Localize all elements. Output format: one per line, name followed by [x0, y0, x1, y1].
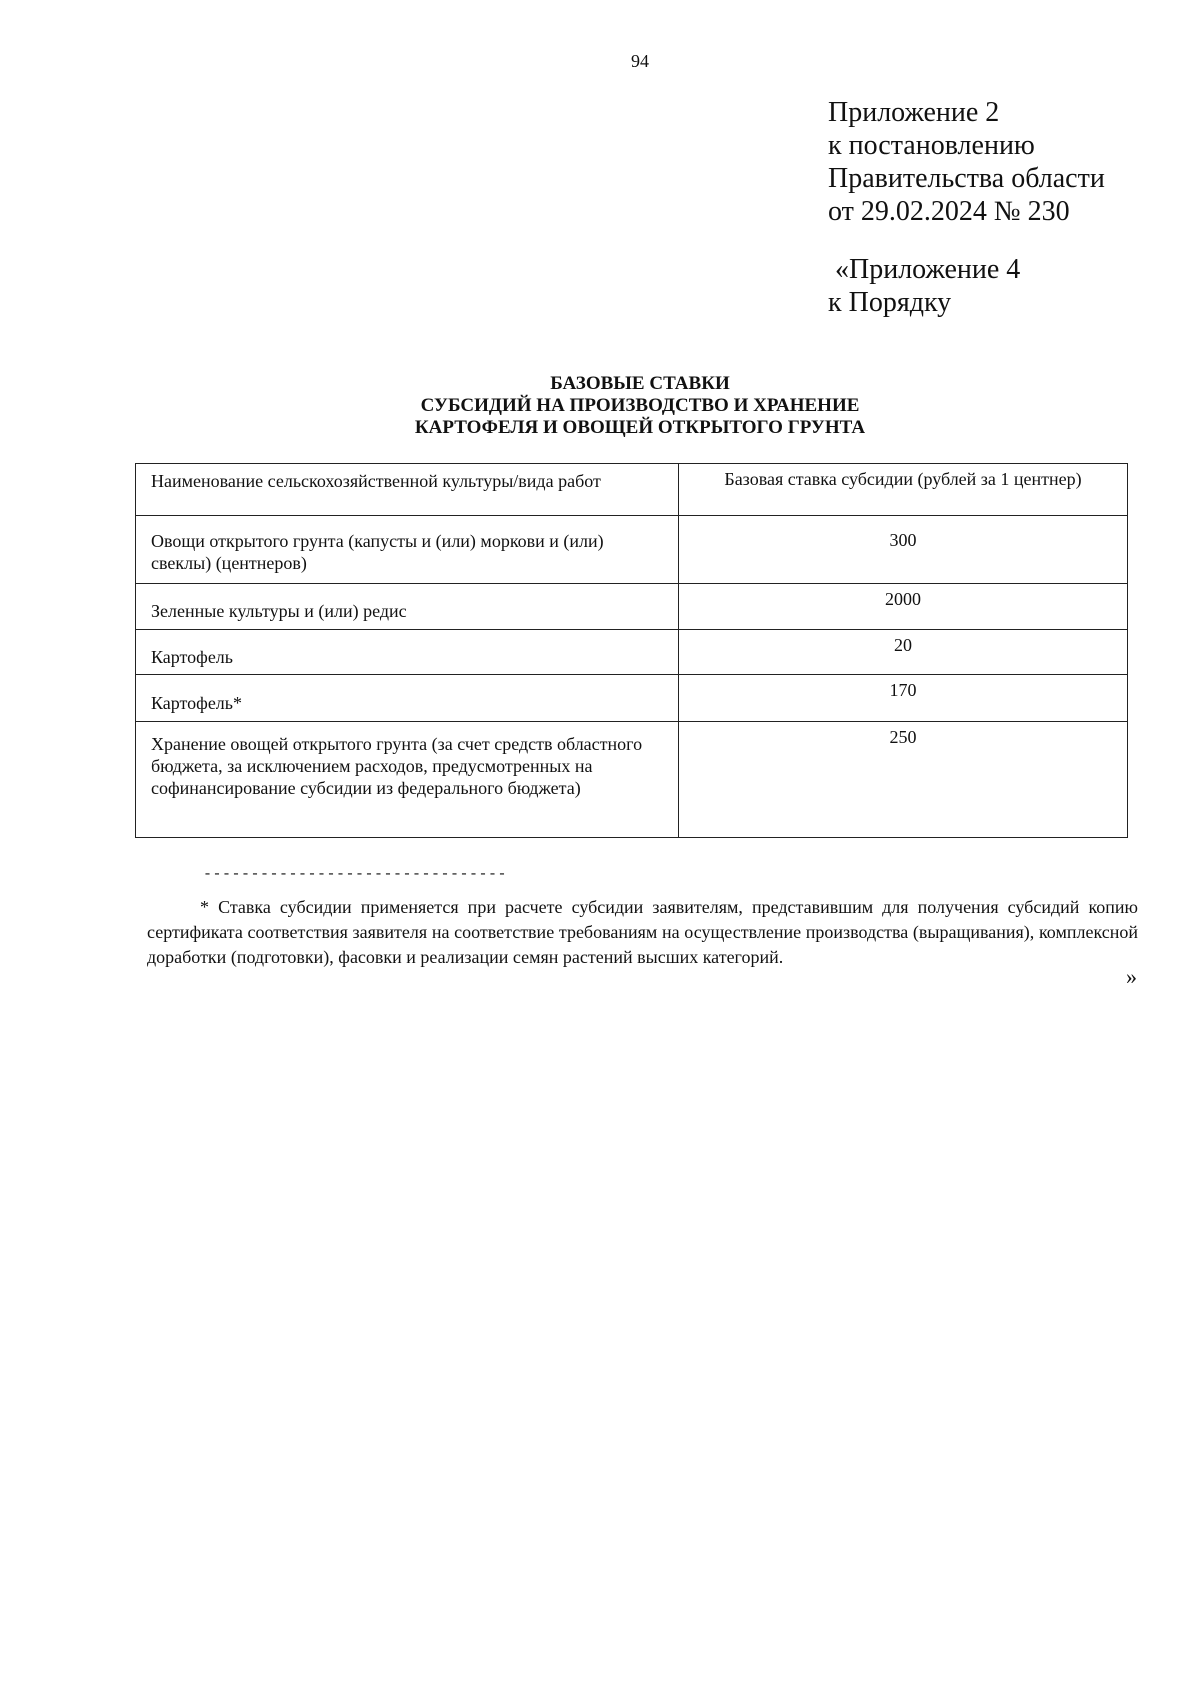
table-row	[136, 675, 1128, 722]
page-number: 94	[631, 51, 649, 71]
row-rate: 2000	[679, 584, 1128, 630]
row-name: Овощи открытого грунта (капусты и (или) моркови и (или) свеклы) (центнеров)	[136, 516, 679, 584]
sub-appendix-line: к Порядку	[828, 287, 952, 318]
appendix-reference	[828, 96, 1105, 228]
footnote-divider: --------------------------------	[203, 866, 508, 883]
table-row	[136, 722, 1128, 838]
sub-appendix-reference	[828, 253, 1020, 319]
row-rate: 20	[679, 630, 1128, 675]
row-name: Картофель	[136, 630, 679, 675]
title-line: БАЗОВЫЕ СТАВКИ	[550, 373, 730, 394]
row-name: Картофель*	[136, 675, 679, 722]
title-line: КАРТОФЕЛЯ И ОВОЩЕЙ ОТКРЫТОГО ГРУНТА	[414, 417, 866, 438]
row-name: Зеленные культуры и (или) редис	[136, 584, 679, 630]
appendix-line: к постановлению	[828, 130, 1035, 161]
table-row	[136, 516, 1128, 584]
row-rate: 250	[679, 722, 1128, 838]
title-line: СУБСИДИЙ НА ПРОИЗВОДСТВО И ХРАНЕНИЕ	[420, 395, 860, 416]
row-name: Хранение овощей открытого грунта (за счет средств областного бюджета, за исключением расходов, предусмотренных на софинансирование субсидии из федерального бюджета)	[136, 722, 679, 838]
table-row	[136, 630, 1128, 675]
rates-table	[135, 463, 1128, 838]
document-title	[0, 373, 1200, 439]
appendix-line: Правительства области	[828, 163, 1105, 194]
table-header-row	[136, 464, 1128, 516]
footnote-text: * Ставка субсидии применяется при расчете субсидии заявителям, представившим для получения субсидий копию сертификата соответствия заявителя на соответствие требованиям на осуществление производства (выращивания), комплексной доработки (подготовки), фасовки и реализации семян растений высших категорий.	[147, 897, 1138, 967]
table-row	[136, 584, 1128, 630]
appendix-line: от 29.02.2024 № 230	[828, 196, 1070, 227]
header-culture: Наименование сельскохозяйственной культуры/вида работ	[136, 464, 679, 516]
appendix-line: Приложение 2	[828, 97, 1000, 128]
row-rate: 170	[679, 675, 1128, 722]
row-rate: 300	[679, 516, 1128, 584]
closing-quote: »	[1126, 964, 1137, 989]
header-rate: Базовая ставка субсидии (рублей за 1 центнер)	[679, 464, 1128, 516]
sub-appendix-line: «Приложение 4	[835, 254, 1021, 285]
